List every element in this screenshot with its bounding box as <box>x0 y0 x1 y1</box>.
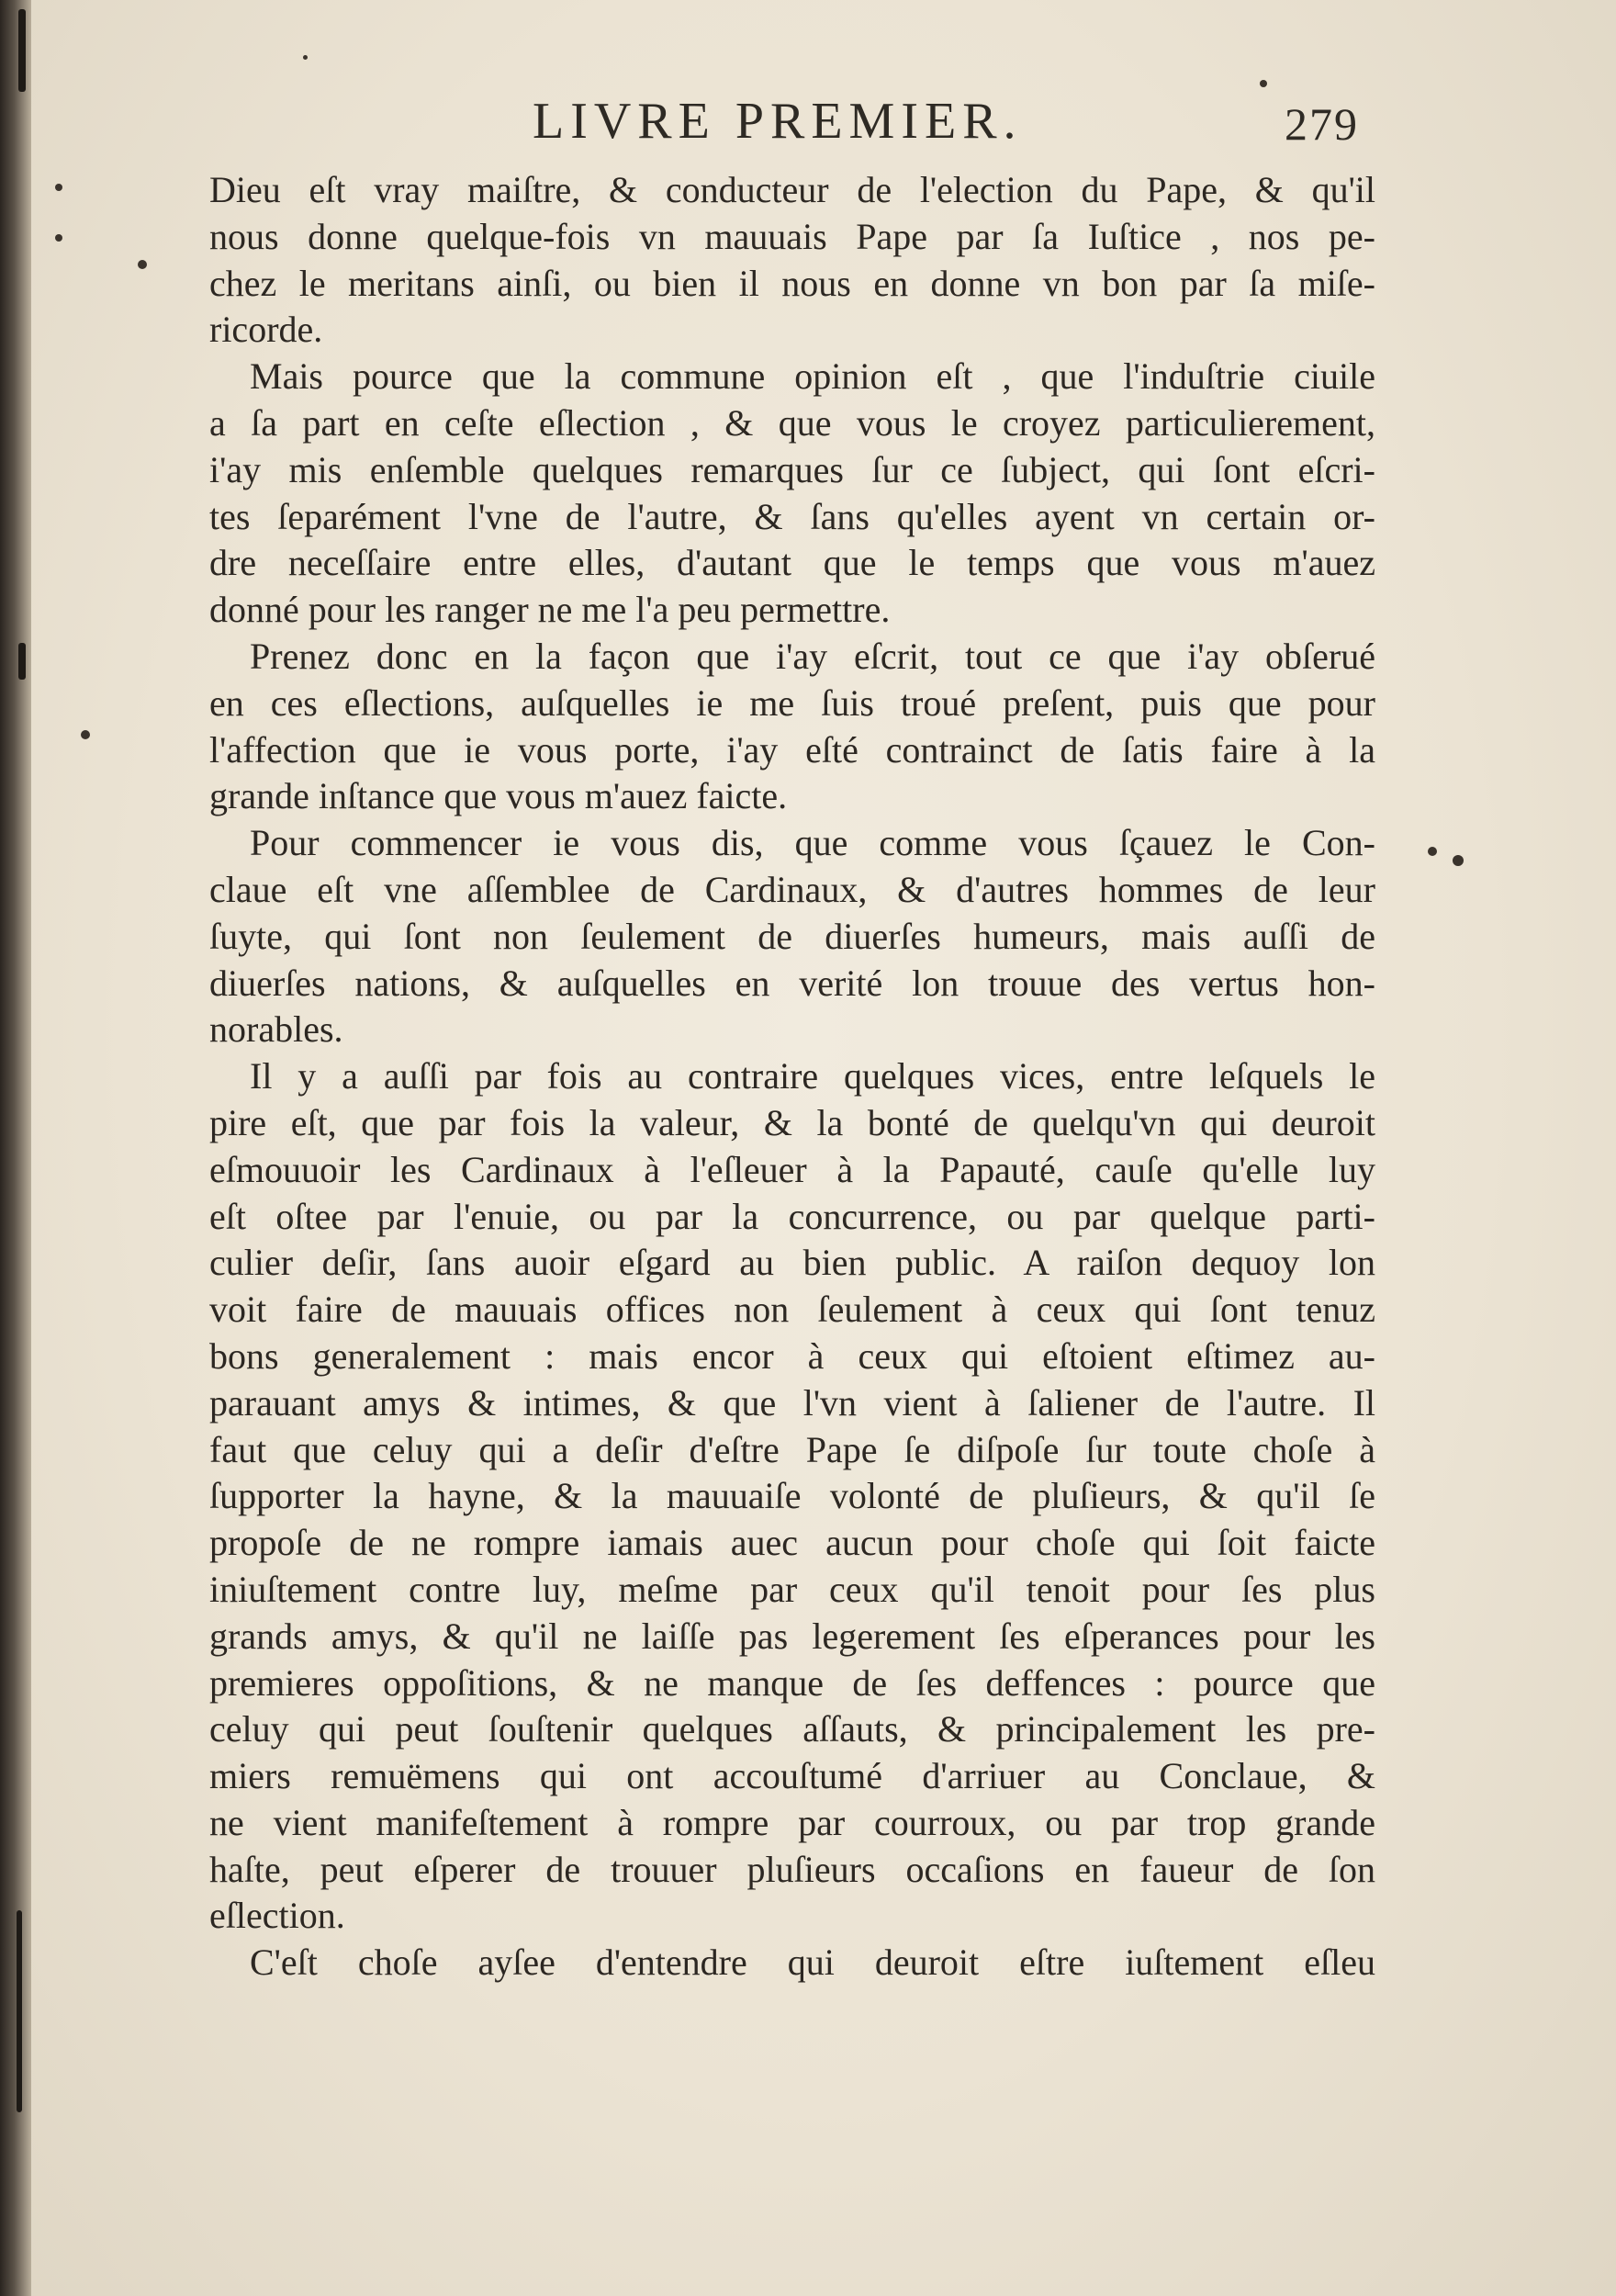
text-line: ſuyte, qui ſont non ſeulement de diuerſes humeurs, mais auſſi de <box>209 915 1375 957</box>
ink-speck <box>55 234 62 242</box>
text-line: l'affection que ie vous porte, i'ay eſté contrainct de ſatis faire à la <box>209 728 1375 771</box>
text-line: culier deſir, ſans auoir eſgard au bien public. A raiſon dequoy lon <box>209 1242 1375 1284</box>
text-line: ſupporter la hayne, & la mauuaiſe volonté de pluſieurs, & qu'il ſe <box>209 1475 1375 1517</box>
text-line: a ſa part en ceſte eſlection , & que vous le croyez particulierement, <box>209 401 1375 444</box>
ink-speck <box>1260 80 1267 87</box>
text-line: en ces eſlections, auſquelles ie me ſuis troué preſent, puis que pour <box>209 681 1375 724</box>
text-line: nous donne quelque-fois vn mauuais Pape par ſa Iuſtice , nos pe- <box>209 215 1375 257</box>
text-line: iniuſtement contre luy, meſme par ceux qu'il tenoit pour ſes plus <box>209 1568 1375 1610</box>
running-head: LIVRE PREMIER. <box>533 93 1023 150</box>
text-line: tes ſeparément l'vne de l'autre, & ſans qu'elles ayent vn certain or- <box>209 495 1375 537</box>
text-line: diuerſes nations, & auſquelles en verité lon trouue des vertus hon- <box>209 962 1375 1004</box>
text-line: chez le meritans ainſi, ou bien il nous en donne vn bon par ſa miſe- <box>209 262 1375 304</box>
page-number: 279 <box>1285 98 1359 150</box>
text-line: claue eſt vne aſſemblee de Cardinaux, & d'autres hommes de leur <box>209 868 1375 910</box>
text-line: parauant amys & intimes, & que l'vn vient à ſaliener de l'autre. Il <box>209 1381 1375 1424</box>
text-line: miers remuëmens qui ont accouſtumé d'arriuer au Conclaue, & <box>209 1755 1375 1797</box>
ink-speck <box>303 55 308 60</box>
text-line: ricorde. <box>209 309 323 351</box>
text-line: voit faire de mauuais offices non ſeulement à ceux qui ſont tenuz <box>209 1289 1375 1331</box>
text-line: Prenez donc en la façon que i'ay eſcrit, tout ce que i'ay obſerué <box>250 635 1375 677</box>
text-line: norables. <box>209 1008 343 1051</box>
binding-mark <box>18 643 26 680</box>
text-line: propoſe de ne rompre iamais auec aucun pour choſe qui ſoit faicte <box>209 1522 1375 1564</box>
page-header <box>477 92 1359 156</box>
text-line: pire eſt, que par fois la valeur, & la bonté de quelqu'vn qui deuroit <box>209 1101 1375 1143</box>
page-binding-edge <box>0 0 31 2296</box>
text-line: faut que celuy qui a deſir d'eſtre Pape ſe diſpoſe ſur toute choſe à <box>209 1428 1375 1470</box>
text-line: i'ay mis enſemble quelques remarques ſur ce ſubject, qui ſont eſcri- <box>209 448 1375 490</box>
text-line: premieres oppoſitions, & ne manque de ſes deffences : pource que <box>209 1661 1375 1704</box>
text-line: C'eſt choſe ayſee d'entendre qui deuroit eſtre iuſtement eſleu <box>250 1941 1375 1984</box>
ink-speck <box>1453 855 1464 866</box>
text-line: Mais pource que la commune opinion eſt , que l'induſtrie ciuile <box>250 355 1375 398</box>
text-line: donné pour les ranger ne me l'a peu permettre. <box>209 589 891 631</box>
ink-speck <box>81 730 90 739</box>
ink-speck <box>138 260 147 269</box>
text-line: Pour commencer ie vous dis, que comme vous ſçauez le Con- <box>250 822 1375 864</box>
text-line: eſlection. <box>209 1895 345 1937</box>
text-line: bons generalement : mais encor à ceux qui eſtoient eſtimez au- <box>209 1334 1375 1377</box>
ink-speck <box>1428 847 1437 856</box>
binding-mark <box>18 9 26 92</box>
text-line: ne vient manifeſtement à rompre par courroux, ou par trop grande <box>209 1801 1375 1843</box>
binding-mark <box>17 1910 22 2112</box>
text-line: eſmouuoir les Cardinaux à l'eſleuer à la Papauté, cauſe qu'elle luy <box>209 1148 1375 1190</box>
text-line: celuy qui peut ſouſtenir quelques aſſauts, & principalement les pre- <box>209 1708 1375 1750</box>
text-line: grands amys, & qu'il ne laiſſe pas legerement ſes eſperances pour les <box>209 1615 1375 1657</box>
text-line: dre neceſſaire entre elles, d'autant que le temps que vous m'auez <box>209 542 1375 584</box>
text-line: Il y a auſſi par fois au contraire quelques vices, entre leſquels le <box>250 1055 1375 1097</box>
text-line: Dieu eſt vray maiſtre, & conducteur de l'election du Pape, & qu'il <box>209 169 1375 210</box>
text-line: haſte, peut eſperer de trouuer pluſieurs occaſions en faueur de ſon <box>209 1848 1375 1890</box>
text-line: grande inſtance que vous m'auez faicte. <box>209 775 788 817</box>
ink-speck <box>55 184 62 191</box>
body-text <box>209 167 1375 1986</box>
text-line: eſt oſtee par l'enuie, ou par la concurrence, ou par quelque parti- <box>209 1195 1375 1237</box>
